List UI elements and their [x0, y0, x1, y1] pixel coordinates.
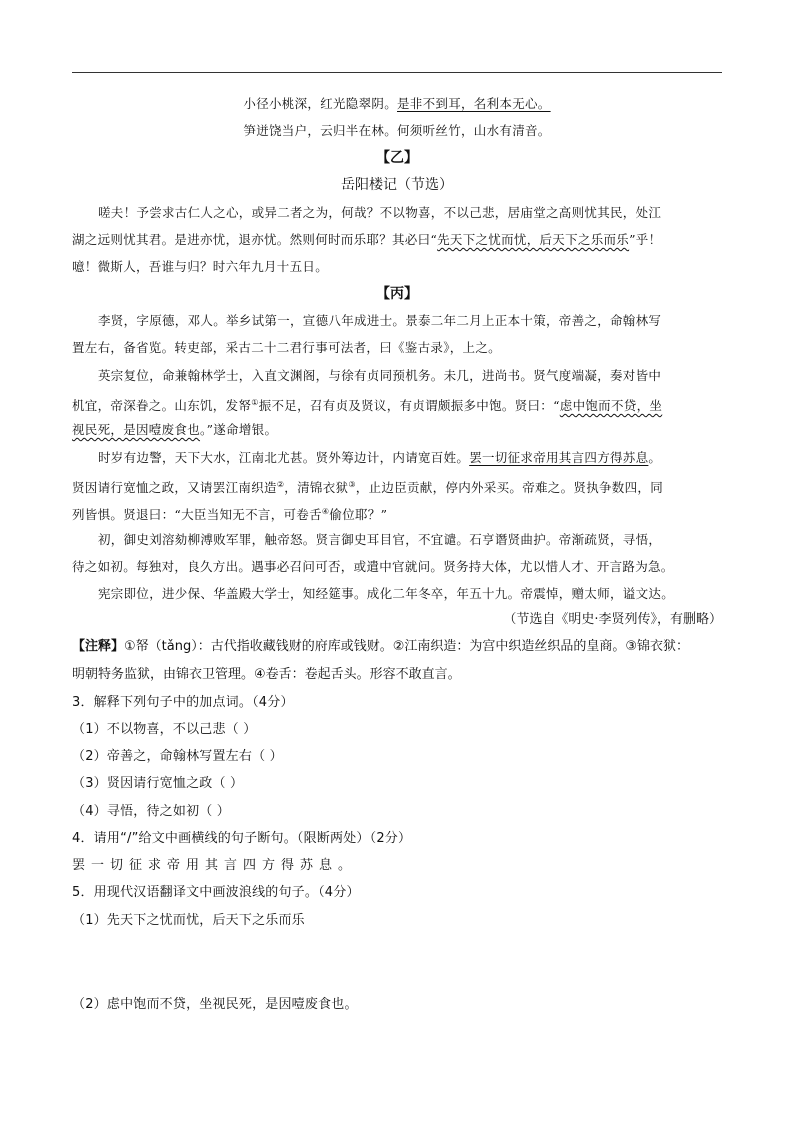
poem-underlined-sentence: 是非不到耳，名利本无心。 — [397, 96, 551, 111]
underlined-sentence-for-punctuation: 罢一切征求帝用其言四方得苏息 — [469, 450, 649, 465]
question-4-sentence: 罢一切征求帝用其言四方得苏息。 — [72, 858, 358, 873]
note-marker-2: ② — [276, 480, 285, 489]
question-3-item-1: （1）不以物喜，不以己悲（ ） — [72, 722, 257, 737]
wavy-underlined-sentence-1: 先天下之忧而忧，后天下之乐而乐 — [437, 232, 630, 247]
bing-p2-line-2-text: 机宜，帝深眷之。山东饥，发帑 — [72, 398, 252, 414]
bing-p2-line-1: 英宗复位，命兼翰林学士，入直文渊阁，与徐有贞同预机务。未几，进尚书。贤气度端凝，奏对皆中 — [98, 368, 662, 383]
yi-line-2-end: ”乎！ — [629, 232, 662, 247]
bing-p3-line-2-text-b: ，清锦衣狱 — [284, 480, 349, 496]
bing-p3-line-2-text-c: ，止边臣贡献，停内外采买。帝难之。贤执争数四，同 — [355, 480, 663, 496]
bing-p2-line-3-end: 。”遂命增银。 — [200, 422, 278, 437]
question-3-item-3: （3）贤因请行宽恤之政（ ） — [72, 776, 244, 791]
bing-p1-line-1: 李贤，字原德，邓人。举乡试第一，宣德八年成进士。景泰二年二月上正本十策，帝善之，命翰林写 — [98, 313, 662, 328]
question-5-item-2: （2）虑中饱而不贷，坐视民死，是因噎废食也。 — [72, 997, 358, 1012]
question-3-item-2: （2）帝善之，命翰林写置左右（ ） — [72, 749, 283, 764]
bing-p3-line-3-text: 列皆惧。贤退曰：“大臣当知无不言，可卷舌 — [72, 507, 322, 523]
bing-p2-line-2 — [72, 393, 722, 416]
passage-source: （节选自《明史·李贤列传》，有删略） — [503, 612, 722, 627]
bing-p1-line-2: 置左右，备省览。转吏部，采古二十二君行事可法者，曰《鉴古录》，上之。 — [72, 340, 501, 355]
note-marker-3: ③ — [348, 480, 356, 489]
poem-line-1-text: 小径小桃深，红光隐翠阴。 — [243, 96, 397, 111]
passage-title-yueyanglou: 岳阳楼记（节选） — [341, 177, 453, 193]
poem-line-2: 笋迸饶当户，云归半在林。何须听丝竹，山水有清音。 — [243, 123, 551, 138]
bing-p5-line-1: 宪宗即位，进少保、华盖殿大学士，知经筵事。成化二年冬卒，年五十九。帝震悼，赠太师，谥文达。 — [98, 586, 675, 601]
question-4: 4．请用“/”给文中画横线的句子断句。（限断两处）（2分） — [72, 831, 412, 846]
notes-line-1 — [72, 637, 722, 657]
bing-p4-line-2: 待之如初。每独对，良久方出。遇事必召问可否，或遣中官就问。贤务持大体，尤以惜人才、开言路为急。 — [72, 559, 674, 574]
note-marker-1: ① — [251, 398, 259, 407]
bing-p3-line-2-text: 贤因请行宽恤之政，又请罢江南织造 — [72, 480, 277, 496]
bing-p3-line-3-end: 偷位耶？” — [329, 507, 388, 523]
wavy-underlined-sentence-2b: 视民死，是因噎废食也 — [72, 422, 201, 437]
wavy-underlined-sentence-2a: 虑中饱而不贷，坐 — [559, 398, 663, 414]
bing-p3-line-2 — [72, 475, 722, 498]
notes-text-1: ①帑（tǎng）：古代指收藏钱财的府库或钱财。②江南织造：为宫中织造丝织品的皇商。③锦衣狱： — [124, 639, 690, 654]
bing-p3-line-1-text: 时岁有边警，天下大水，江南北尤甚。贤外筹边计，内请宽百姓。 — [98, 450, 470, 465]
notes-label: 【注释】 — [72, 639, 125, 654]
question-5-item-1: （1）先天下之忧而忧，后天下之乐而乐 — [72, 913, 305, 928]
yi-line-2 — [72, 230, 722, 250]
section-label-yi: 【乙】 — [376, 150, 418, 166]
bing-p2-line-2-text-b: 振不足，召有贞及贤议，有贞谓颇振多中饱。贤曰：“ — [258, 398, 560, 414]
bing-p4-line-1: 初，御史刘溶劾柳溥败军罪，触帝怒。贤言御史耳目官，不宜谴。石亨谮贤曲护。帝渐疏贤，寻悟， — [98, 532, 662, 547]
yi-line-1: 嗟夫！予尝求古仁人之心，或异二者之为，何哉？不以物喜，不以己悲，居庙堂之高则忧其民，处江 — [98, 205, 662, 220]
bing-p3-line-1-end: 。 — [648, 450, 662, 465]
notes-line-2: 明朝特务监狱，由锦衣卫管理。④卷舌：卷起舌头。形容不敢直言。 — [72, 667, 461, 682]
poem-line-1 — [72, 94, 722, 114]
note-marker-4: ④ — [321, 507, 330, 516]
top-rule — [72, 72, 722, 73]
question-5: 5．用现代汉语翻译文中画波浪线的句子。（4分） — [72, 885, 360, 900]
bing-p3-line-3 — [72, 502, 722, 525]
question-3-item-4: （4）寻悟，待之如初（ ） — [72, 804, 231, 819]
bing-p3-line-1 — [72, 448, 722, 468]
yi-line-2-text: 湖之远则忧其君。是进亦忧，退亦忧。然则何时而乐耶？其必曰“ — [72, 232, 438, 247]
question-3: 3．解释下列句子中的加点词。（4分） — [72, 695, 294, 710]
section-label-bing: 【丙】 — [376, 286, 418, 302]
bing-p2-line-3 — [72, 420, 722, 440]
yi-line-3: 噫！微斯人，吾谁与归？时六年九月十五日。 — [72, 259, 329, 274]
